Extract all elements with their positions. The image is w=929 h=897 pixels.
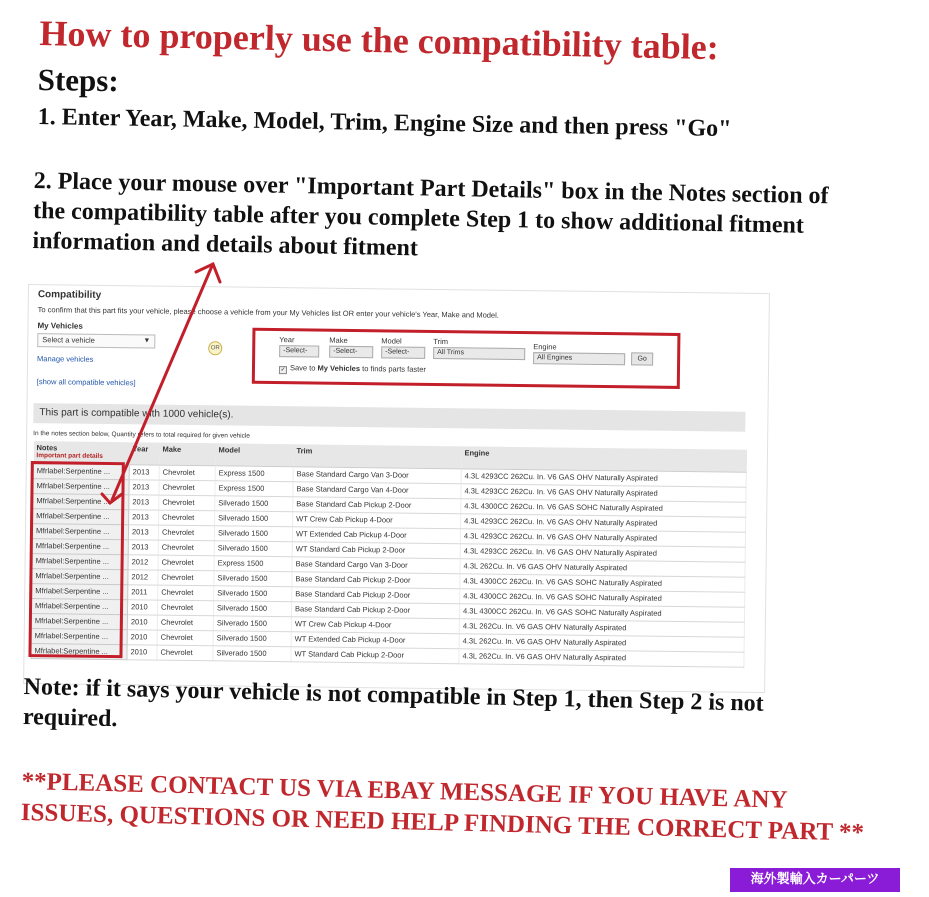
engine-field xyxy=(533,342,625,365)
year-select[interactable]: -Select- xyxy=(279,345,319,357)
step-2-text: 2. Place your mouse over "Important Part Details" box in the Notes section of the compatibility table after you complete Step 1 to show additional fitment information and details about fitment xyxy=(32,167,829,262)
cell-model: Silverado 1500 xyxy=(213,600,291,616)
cell-make: Chevrolet xyxy=(157,615,213,631)
cell-model: Silverado 1500 xyxy=(214,525,292,541)
compatibility-table xyxy=(30,441,747,667)
go-button[interactable]: Go xyxy=(631,352,653,365)
cell-model: Silverado 1500 xyxy=(215,495,293,511)
cell-year: 2011 xyxy=(128,584,158,599)
cell-notes[interactable]: Mfrlabel:Serpentine ... xyxy=(32,568,128,584)
save-bold: My Vehicles xyxy=(317,363,361,374)
steps-title: Steps: xyxy=(37,62,119,99)
cell-trim: WT Crew Cab Pickup 4-Door xyxy=(291,616,459,633)
cell-engine: 4.3L 4300CC 262Cu. In. V6 GAS SOHC Naturally Aspirated xyxy=(461,498,746,516)
make-select[interactable]: -Select- xyxy=(329,346,373,359)
header-make: Make xyxy=(159,443,215,466)
cell-model: Express 1500 xyxy=(215,480,293,496)
engine-select[interactable]: All Engines xyxy=(533,352,625,365)
cell-model: Silverado 1500 xyxy=(214,570,292,586)
notes-column-highlight xyxy=(28,461,124,658)
cell-notes[interactable]: Mfrlabel:Serpentine ... xyxy=(33,478,129,494)
header-trim: Trim xyxy=(293,444,461,468)
notes-hint: In the notes section below, Quantity refers to total required for given vehicle xyxy=(33,430,250,440)
cell-trim: WT Standard Cab Pickup 2-Door xyxy=(291,646,459,663)
cell-engine: 4.3L 4293CC 262Cu. In. V6 GAS OHV Naturally Aspirated xyxy=(461,483,746,501)
cell-engine: 4.3L 4293CC 262Cu. In. V6 GAS OHV Naturally Aspirated xyxy=(460,528,745,546)
cell-make: Chevrolet xyxy=(159,510,215,526)
cell-year: 2013 xyxy=(128,539,158,554)
cell-make: Chevrolet xyxy=(157,600,213,616)
step-1-text: 1. Enter Year, Make, Model, Trim, Engine Size and then press "Go" xyxy=(37,104,732,143)
cell-trim: WT Standard Cab Pickup 2-Door xyxy=(292,541,460,558)
compatible-banner: This part is compatible with 1000 vehicle(s). xyxy=(33,403,745,432)
cell-model: Express 1500 xyxy=(215,465,293,481)
cell-notes[interactable]: Mfrlabel:Serpentine ... xyxy=(31,628,127,644)
cell-model: Silverado 1500 xyxy=(214,540,292,556)
cell-year: 2013 xyxy=(129,479,159,494)
cell-year: 2013 xyxy=(128,524,158,539)
save-prefix: Save to xyxy=(289,363,318,373)
trim-select[interactable]: All Trims xyxy=(433,347,525,360)
manage-vehicles-link[interactable]: Manage vehicles xyxy=(37,354,94,364)
cell-make: Chevrolet xyxy=(159,465,215,481)
cell-make: Chevrolet xyxy=(158,555,214,571)
cell-engine: 4.3L 4293CC 262Cu. In. V6 GAS OHV Naturally Aspirated xyxy=(460,543,745,561)
cell-make: Chevrolet xyxy=(159,495,215,511)
trim-label: Trim xyxy=(433,336,449,347)
cell-make: Chevrolet xyxy=(158,525,214,541)
save-to-my-vehicles[interactable] xyxy=(279,363,426,376)
cell-notes[interactable]: Mfrlabel:Serpentine ... xyxy=(31,598,127,614)
compatibility-screenshot xyxy=(23,284,770,693)
cell-make: Chevrolet xyxy=(158,585,214,601)
model-field xyxy=(381,336,425,359)
cell-notes[interactable]: Mfrlabel:Serpentine ... xyxy=(32,523,128,539)
cell-trim: Base Standard Cab Pickup 2-Door xyxy=(292,586,460,603)
cell-notes[interactable]: Mfrlabel:Serpentine ... xyxy=(32,553,128,569)
cell-engine: 4.3L 262Cu. In. V6 GAS OHV Naturally Aspirated xyxy=(460,558,745,576)
my-vehicles-label: My Vehicles xyxy=(37,321,83,331)
cell-notes[interactable]: Mfrlabel:Serpentine ... xyxy=(33,463,129,479)
show-all-compatible-link[interactable]: [show all compatible vehicles] xyxy=(36,377,136,388)
cell-engine: 4.3L 4300CC 262Cu. In. V6 GAS SOHC Naturally Aspirated xyxy=(460,573,745,591)
cell-year: 2010 xyxy=(127,644,157,659)
cell-notes[interactable]: Mfrlabel:Serpentine ... xyxy=(31,643,127,659)
cell-engine: 4.3L 262Cu. In. V6 GAS OHV Naturally Aspirated xyxy=(459,618,744,636)
compatibility-title: Compatibility xyxy=(37,289,102,301)
cell-year: 2013 xyxy=(129,509,159,524)
header-notes: Notes Important part details xyxy=(33,441,129,464)
compatibility-description: To confirm that this part fits your vehicle, please choose a vehicle from your My Vehicles list OR enter your vehicle's Year, Make and Model. xyxy=(37,305,499,320)
contact-message: **PLEASE CONTACT US VIA EBAY MESSAGE IF YOU HAVE ANY ISSUES, QUESTIONS OR NEED HELP FINDING THE CORRECT PART ** xyxy=(20,767,865,847)
header-notes-sub: Important part details xyxy=(36,452,103,460)
cell-trim: Base Standard Cargo Van 4-Door xyxy=(293,481,461,498)
header-year: Year xyxy=(129,442,159,464)
cell-year: 2012 xyxy=(128,554,158,569)
cell-engine: 4.3L 4293CC 262Cu. In. V6 GAS OHV Naturally Aspirated xyxy=(461,468,746,486)
model-label: Model xyxy=(381,336,402,346)
table-body xyxy=(31,463,746,667)
checkbox-checked-icon[interactable]: ✓ xyxy=(280,367,286,374)
or-badge: OR xyxy=(208,341,222,355)
save-suffix: to finds parts faster xyxy=(359,364,426,374)
cell-year: 2013 xyxy=(129,494,159,509)
cell-trim: WT Crew Cab Pickup 4-Door xyxy=(293,511,461,528)
cell-year: 2010 xyxy=(127,614,157,629)
store-watermark: 海外製輸入カーパーツ xyxy=(730,868,900,892)
cell-make: Chevrolet xyxy=(158,570,214,586)
vehicle-selector-highlight xyxy=(252,328,681,389)
make-field xyxy=(329,336,373,359)
cell-engine: 4.3L 262Cu. In. V6 GAS OHV Naturally Aspirated xyxy=(459,648,744,666)
arrow-head-top xyxy=(196,264,220,282)
cell-trim: Base Standard Cargo Van 3-Door xyxy=(292,556,460,573)
cell-notes[interactable]: Mfrlabel:Serpentine ... xyxy=(33,508,129,524)
cell-model: Silverado 1500 xyxy=(214,585,292,601)
cell-model: Express 1500 xyxy=(214,555,292,571)
model-select[interactable]: -Select- xyxy=(381,346,425,359)
cell-notes[interactable]: Mfrlabel:Serpentine ... xyxy=(32,583,128,599)
cell-trim: Base Standard Cab Pickup 2-Door xyxy=(292,571,460,588)
cell-engine: 4.3L 4300CC 262Cu. In. V6 GAS SOHC Naturally Aspirated xyxy=(459,603,744,621)
my-vehicles-select[interactable] xyxy=(37,333,155,348)
trim-field xyxy=(433,337,525,360)
cell-notes[interactable]: Mfrlabel:Serpentine ... xyxy=(33,493,129,509)
cell-engine: 4.3L 4300CC 262Cu. In. V6 GAS SOHC Naturally Aspirated xyxy=(460,588,745,606)
cell-model: Silverado 1500 xyxy=(213,615,291,631)
cell-trim: WT Extended Cab Pickup 4-Door xyxy=(291,631,459,648)
year-field xyxy=(279,335,319,357)
cell-year: 2013 xyxy=(129,464,159,479)
cell-year: 2010 xyxy=(127,629,157,644)
my-vehicles-select-value: Select a vehicle xyxy=(42,335,95,345)
year-label: Year xyxy=(279,335,295,345)
header-engine: Engine xyxy=(461,446,746,471)
cell-trim: Base Standard Cargo Van 3-Door xyxy=(293,466,461,483)
make-label: Make xyxy=(329,335,348,345)
cell-trim: Base Standard Cab Pickup 2-Door xyxy=(291,601,459,618)
cell-make: Chevrolet xyxy=(158,540,214,556)
cell-model: Silverado 1500 xyxy=(213,645,291,661)
cell-model: Silverado 1500 xyxy=(213,630,291,646)
cell-make: Chevrolet xyxy=(157,630,213,646)
cell-notes[interactable]: Mfrlabel:Serpentine ... xyxy=(31,613,127,629)
cell-engine: 4.3L 262Cu. In. V6 GAS OHV Naturally Aspirated xyxy=(459,633,744,651)
cell-year: 2012 xyxy=(128,569,158,584)
engine-label: Engine xyxy=(533,342,557,352)
cell-make: Chevrolet xyxy=(157,645,213,661)
cell-year: 2010 xyxy=(127,599,157,614)
cell-engine: 4.3L 4293CC 262Cu. In. V6 GAS OHV Naturally Aspirated xyxy=(461,513,746,531)
headline: How to properly use the compatibility table: xyxy=(39,12,720,68)
cell-trim: WT Extended Cab Pickup 4-Door xyxy=(292,526,460,543)
header-model: Model xyxy=(215,443,293,466)
chevron-down-icon: ▼ xyxy=(143,337,151,345)
cell-make: Chevrolet xyxy=(159,480,215,496)
cell-trim: Base Standard Cab Pickup 2-Door xyxy=(293,496,461,513)
cell-notes[interactable]: Mfrlabel:Serpentine ... xyxy=(32,538,128,554)
note-text: Note: if it says your vehicle is not compatible in Step 1, then Step 2 is not required. xyxy=(22,673,764,733)
cell-model: Silverado 1500 xyxy=(215,510,293,526)
